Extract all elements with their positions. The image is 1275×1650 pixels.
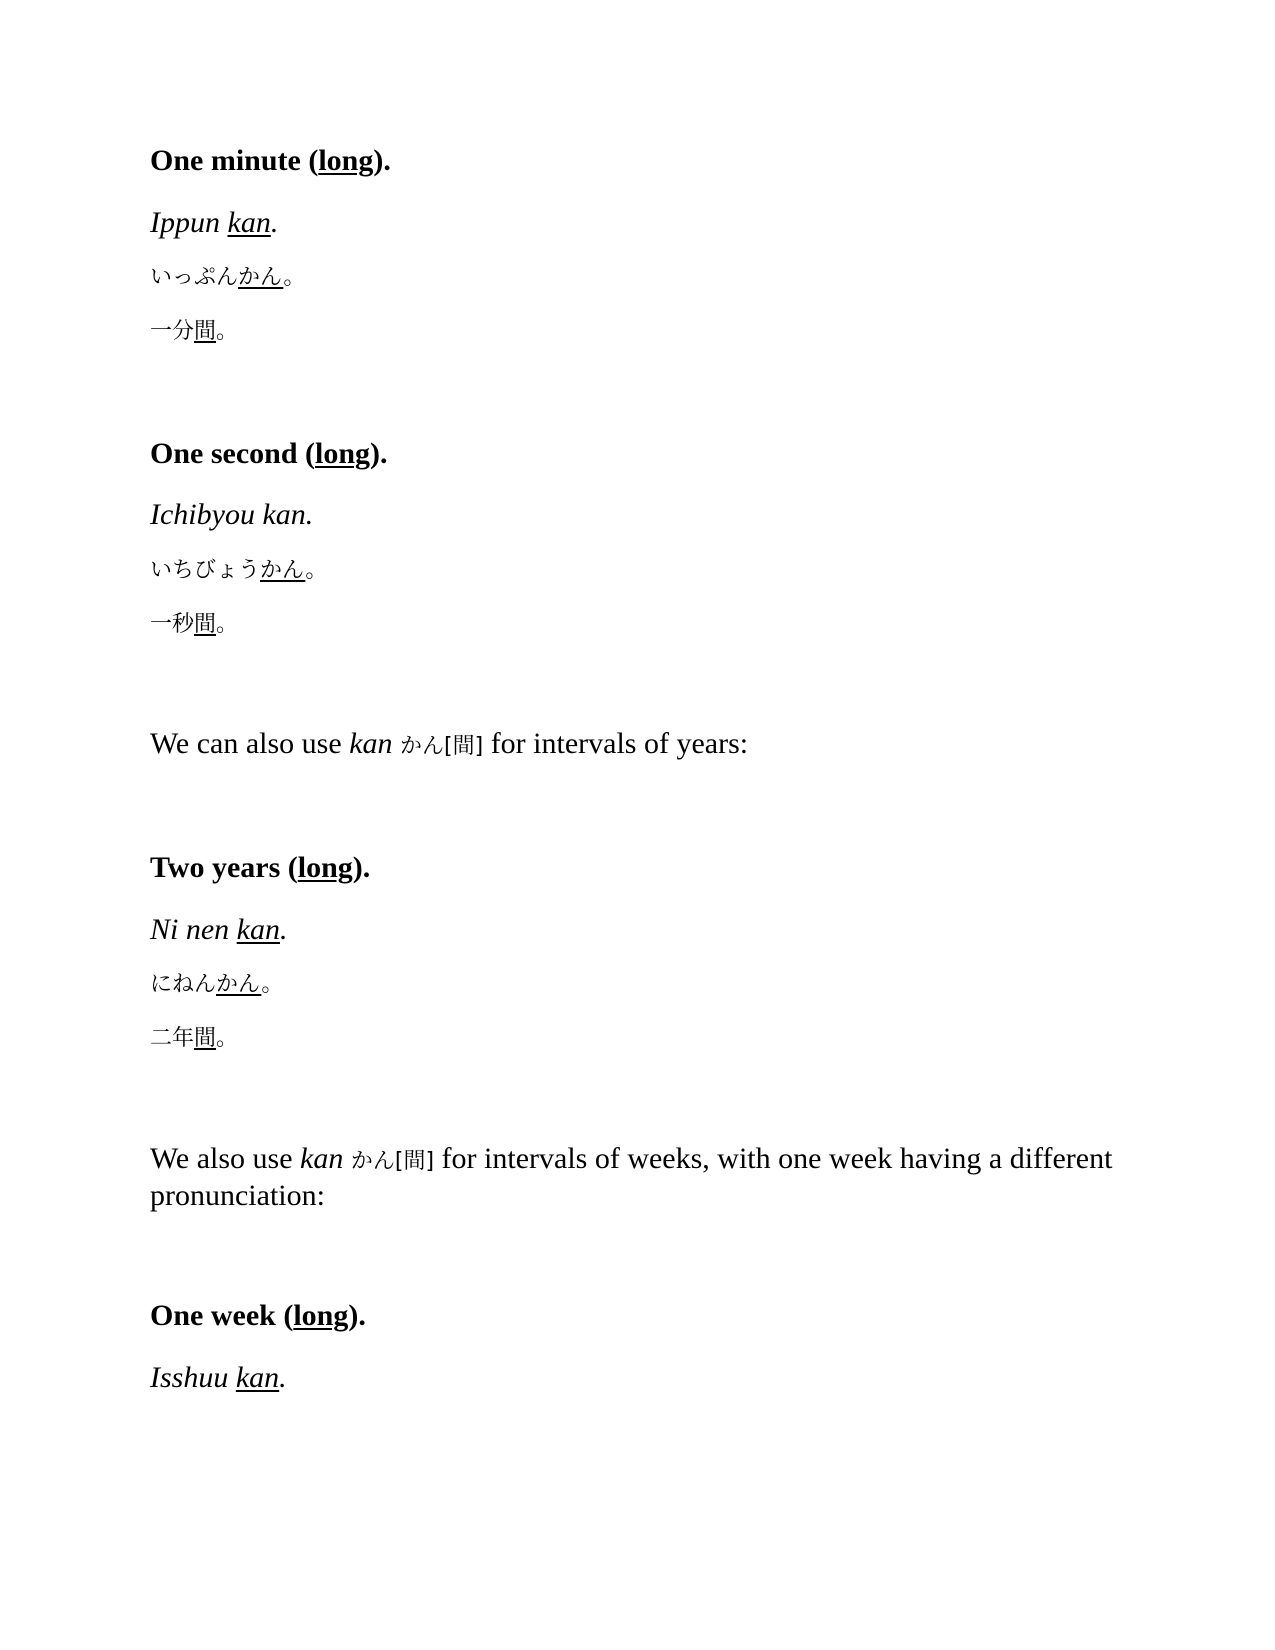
example-kanji-two-years: 二年間。	[150, 1026, 239, 1051]
example-kanji-one-second: 一秒間。	[150, 612, 239, 637]
example-romaji-one-week: Isshuu kan.	[150, 1361, 287, 1394]
example-kana-one-minute: いっぷんかん。	[150, 265, 306, 290]
paragraph-years: We can also use kan かん[間] for intervals of years:	[150, 727, 749, 760]
example-romaji-one-minute: Ippun kan.	[150, 206, 279, 239]
example-heading-one-week: One week (long).	[150, 1299, 366, 1332]
example-heading-two-years: Two years (long).	[150, 851, 371, 884]
example-heading-one-second: One second (long).	[150, 437, 388, 470]
example-kanji-one-minute: 一分間。	[150, 319, 239, 344]
example-kana-one-second: いちびょうかん。	[150, 558, 328, 583]
example-romaji-one-second: Ichibyou kan.	[150, 498, 314, 531]
example-romaji-two-years: Ni nen kan.	[150, 913, 288, 946]
example-kana-two-years: にねんかん。	[150, 972, 284, 997]
paragraph-weeks: We also use kan かん[間] for intervals of weeks, with one week having a different pronunciation:	[150, 1142, 1113, 1212]
example-heading-one-minute: One minute (long).	[150, 144, 391, 177]
